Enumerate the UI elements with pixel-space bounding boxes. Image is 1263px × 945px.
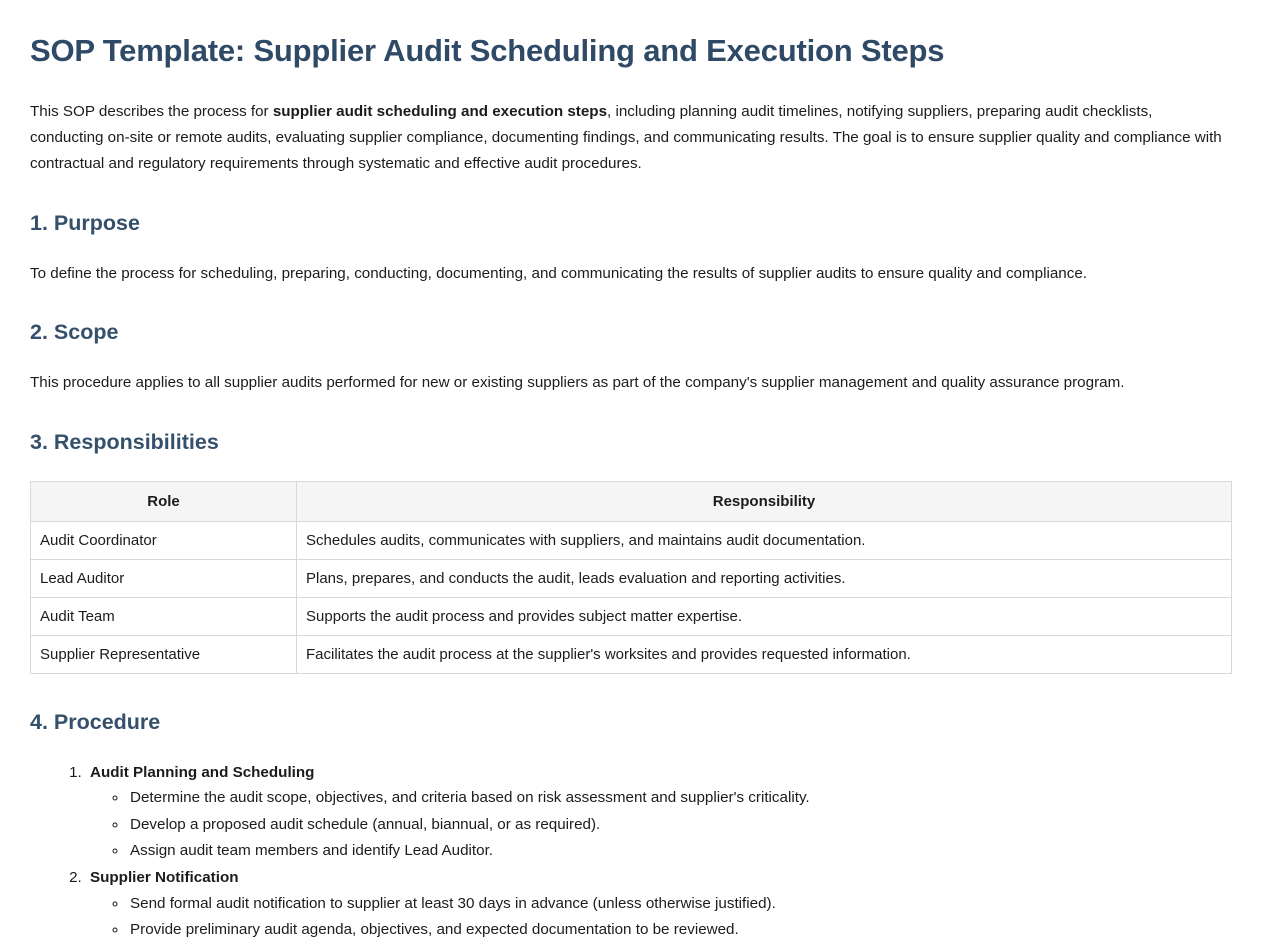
cell-responsibility: Supports the audit process and provides subject matter expertise.: [297, 597, 1232, 635]
section-text-purpose: To define the process for scheduling, preparing, conducting, documenting, and communicating the results of supplier audits to ensure quality and compliance.: [30, 265, 1087, 283]
cell-role: Audit Team: [31, 597, 297, 635]
page-title: SOP Template: Supplier Audit Scheduling and Execution Steps: [30, 33, 945, 68]
section-heading-purpose: 1. Purpose: [30, 211, 140, 236]
substep-list: [90, 786, 1233, 863]
table-header-row: [31, 481, 1232, 521]
section-heading-responsibilities: 3. Responsibilities: [30, 429, 219, 454]
table-row: [31, 597, 1232, 635]
section-text-scope: This procedure applies to all supplier audits performed for new or existing suppliers as part of the company's supplier management and quality assurance program.: [30, 374, 1125, 392]
responsibilities-table: [30, 481, 1232, 674]
intro-text-after: , including planning audit timelines, notifying suppliers, preparing audit checklists, conducting on-site or remote audits, evaluating supplier compliance, documenting findings, and communicating results. The goal is to ensure supplier quality and compliance with contractual and regulatory requirements through systematic and effective audit procedures.: [30, 102, 1222, 173]
list-item: ◦ Develop a proposed audit schedule (annual, biannual, or as required).: [128, 813, 1233, 837]
list-item: ◦ Send formal audit notification to supplier at least 30 days in advance (unless otherwise justified).: [128, 892, 1233, 916]
list-item: ◦ Assign audit team members and identify Lead Auditor.: [128, 839, 1233, 863]
document-intro: [30, 99, 1225, 177]
table-row: [31, 559, 1232, 597]
column-header-role: Role: [31, 481, 297, 521]
substep-list: [90, 892, 1233, 942]
section-heading-scope: 2. Scope: [30, 320, 119, 345]
cell-responsibility: Schedules audits, communicates with suppliers, and maintains audit documentation.: [297, 521, 1232, 559]
cell-responsibility: Facilitates the audit process at the supplier's worksites and provides requested information.: [297, 635, 1232, 673]
intro-text-bold: supplier audit scheduling and execution steps: [272, 102, 608, 120]
intro-text-before: This SOP describes the process for: [30, 102, 273, 120]
list-item: ◦ Provide preliminary audit agenda, objectives, and expected documentation to be reviewed.: [128, 918, 1233, 942]
cell-role: Lead Auditor: [31, 559, 297, 597]
cell-role: Supplier Representative: [31, 635, 297, 673]
list-item: [86, 761, 1233, 863]
list-item: [86, 866, 1233, 942]
list-item: ◦ Determine the audit scope, objectives, and criteria based on risk assessment and supplier's criticality.: [128, 786, 1233, 810]
table-row: [31, 521, 1232, 559]
procedure-list: [30, 761, 1233, 942]
section-heading-procedure: 4. Procedure: [30, 709, 161, 734]
cell-role: Audit Coordinator: [31, 521, 297, 559]
step-title: Supplier Notification: [90, 869, 239, 887]
cell-responsibility: Plans, prepares, and conducts the audit, leads evaluation and reporting activities.: [297, 559, 1232, 597]
column-header-responsibility: Responsibility: [297, 481, 1232, 521]
step-title: Audit Planning and Scheduling: [90, 763, 315, 781]
table-row: [31, 635, 1232, 673]
responsibilities-table-body: [31, 521, 1232, 673]
